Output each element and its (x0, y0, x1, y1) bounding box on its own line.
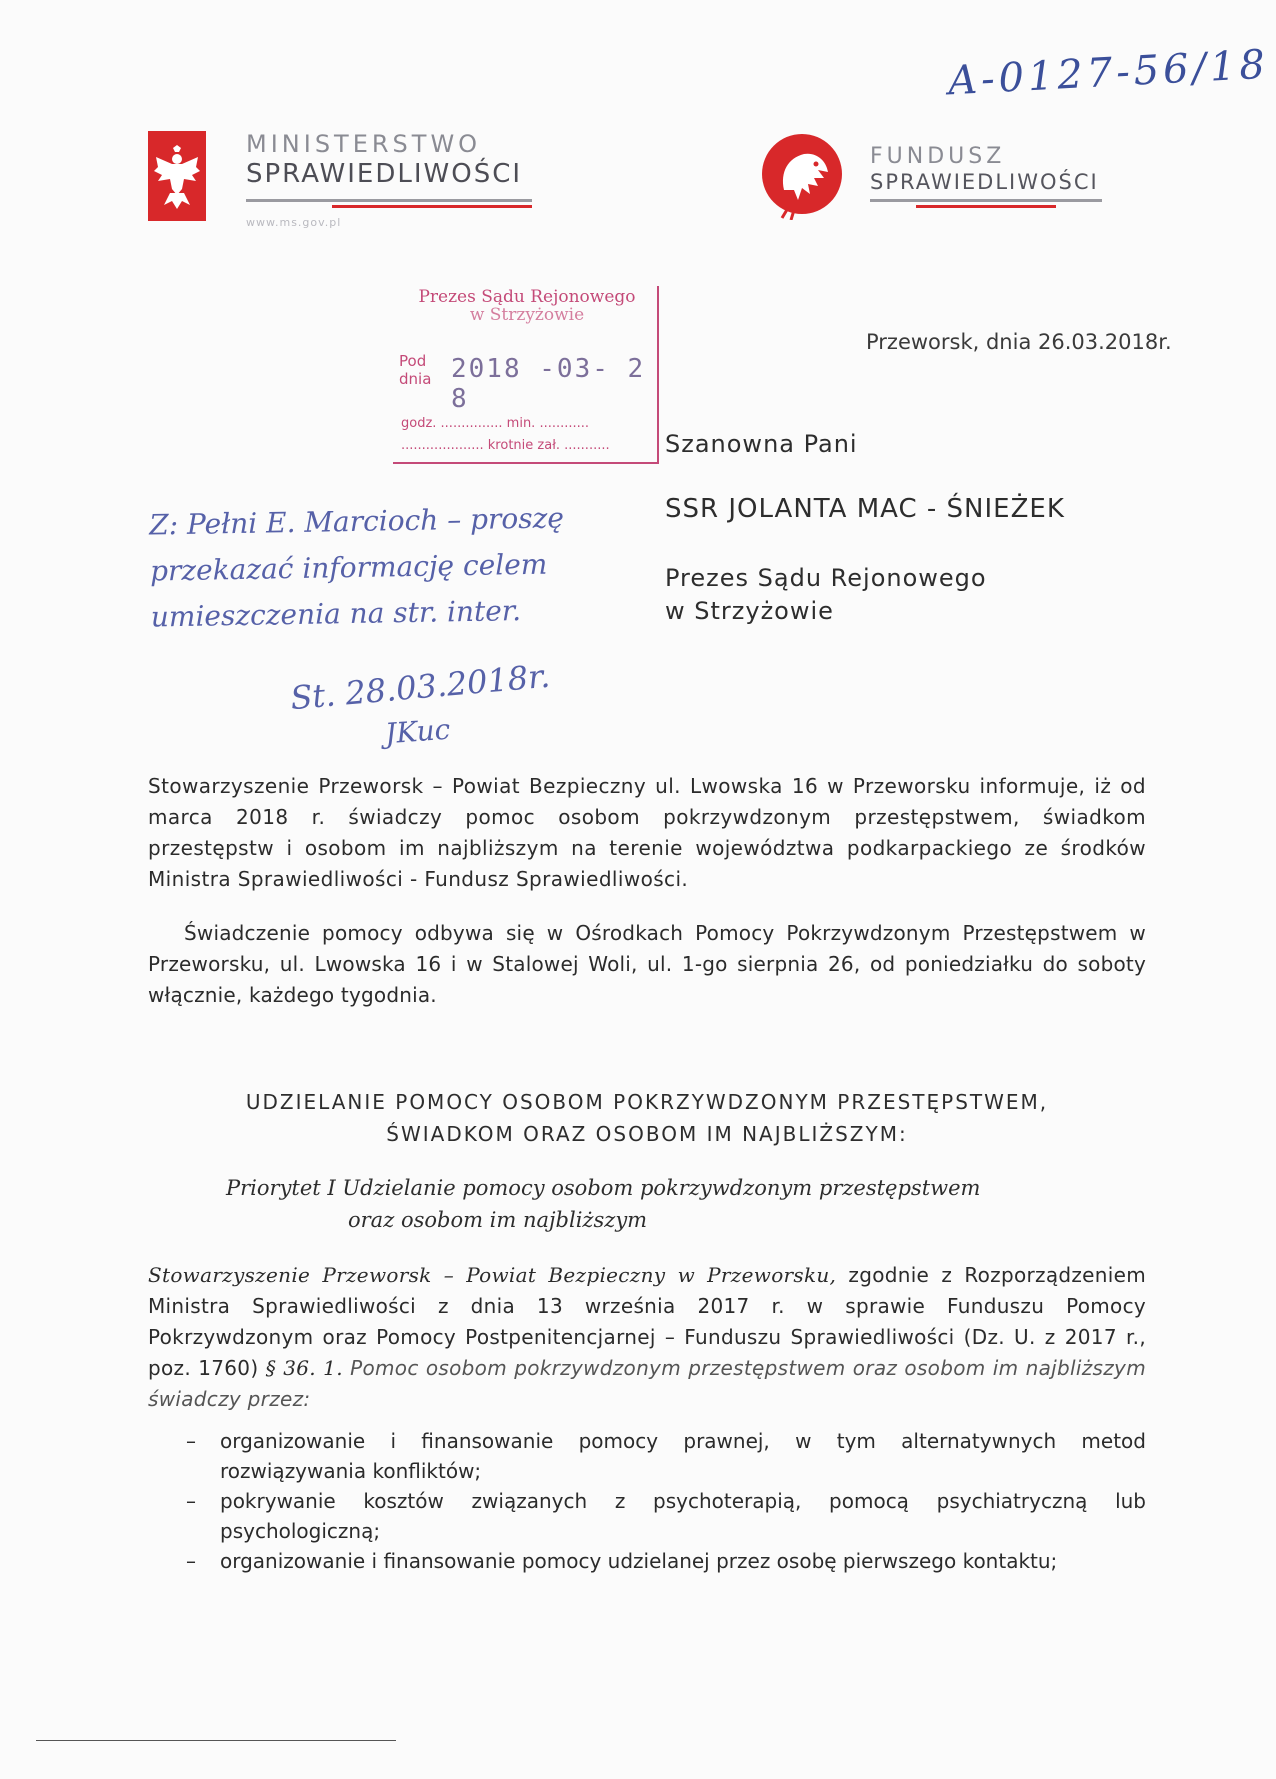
salutation: Szanowna Pani (665, 430, 858, 458)
court-receipt-stamp (393, 286, 659, 464)
paragraph-regulation (148, 1260, 1146, 1415)
list-item: – organizowanie i finansowanie pomocy prawnej, w tym alternatywnych metod rozwiązywania konfliktów; (180, 1426, 1146, 1486)
paragraph-locations-b: Ośrodkach Pomocy Pokrzywdzonym Przestępstwem w Przeworsku, ul. Lwowska 16 i w Stalowej Woli, ul. 1-go sierpnia 26, (148, 921, 1146, 976)
handwritten-date: St. 28.03.2018r. (288, 656, 552, 718)
paragraph-regulation-c: § 36. 1. (265, 1356, 343, 1380)
fund-logo-line1: FUNDUSZ (870, 144, 1006, 169)
ministry-logo-line2: SPRAWIEDLIWOŚCI (246, 159, 523, 189)
stamp-pod-label (399, 352, 431, 388)
eagle-crown-icon (758, 128, 850, 220)
stamp-line1: Prezes Sądu Rejonowego (418, 287, 636, 307)
ministry-logo-text (246, 130, 522, 190)
priority-heading (226, 1172, 1066, 1236)
stamp-line2: w Strzyżowie (469, 305, 585, 325)
ministry-url: www.ms.gov.pl (246, 216, 342, 229)
paragraph-regulation-a: Stowarzyszenie Przeworsk – Powiat Bezpieczny w Przeworsku, (148, 1263, 837, 1287)
stamp-pod: Pod (399, 352, 427, 370)
ministry-logo-line1: MINISTERSTWO (246, 130, 482, 158)
handwritten-note: Z: Pełni E. Marcioch – proszę przekazać informację celem umieszczenia na str. inter. (148, 501, 565, 634)
paragraph-locations (148, 918, 1146, 1011)
section-heading (148, 1086, 1146, 1150)
handwritten-reference-number: A-0127-56/18 (947, 41, 1270, 105)
stamp-date: 2018 -03- 2 8 (451, 354, 646, 414)
fund-logo-bar (870, 199, 1102, 209)
priority-heading-line1: Priorytet I Udzielanie pomocy osobom pokrzywdzonym przestępstwem (226, 1176, 981, 1200)
ministry-logo-bar (246, 199, 532, 209)
section-heading-line2: ŚWIADKOM ORAZ OSOBOM IM NAJBLIŻSZYM: (386, 1122, 908, 1146)
addressee-office (665, 562, 987, 628)
priority-heading-line2: oraz osobom im najbliższym (348, 1208, 648, 1232)
paragraph-regulation-b: zgodnie z Rozporządzeniem Ministra Sprawiedliwości z dnia 13 września 2017 r. w sprawie Funduszu Pomocy Pokrzywdzonym oraz Pomocy Postpenitencjarnej – Funduszu Sprawiedliwości (Dz. U. z 2017 r., poz. 1760) (148, 1263, 1146, 1380)
footer-rule (36, 1740, 396, 1741)
stamp-krotnie-line: .................... krotnie zał. ........... (401, 438, 610, 453)
assistance-list (180, 1426, 1146, 1576)
place-date: Przeworsk, dnia 26.03.2018r. (866, 330, 1172, 354)
list-item: – pokrywanie kosztów związanych z psychoterapią, pomocą psychiatryczną lub psychologiczną; (180, 1486, 1146, 1546)
stamp-dnia: dnia (399, 370, 432, 388)
paragraph-locations-c: od poniedziałku do soboty włącznie, każdego tygodnia. (148, 952, 1147, 1007)
polish-eagle-icon (148, 131, 206, 221)
paragraph-intro: Stowarzyszenie Przeworsk – Powiat Bezpieczny ul. Lwowska 16 w Przeworsku informuje, iż od marca 2018 r. świadczy pomoc osobom pokrzywdzonym przestępstwem, świadkom przestępstw i osobom im najbliższym na terenie województwa podkarpackiego ze środków Ministra Sprawiedliwości - Fundusz Sprawiedliwości. (148, 774, 1146, 891)
list-item: – organizowanie i finansowanie pomocy udzielanej przez osobę pierwszego kontaktu; (180, 1546, 1146, 1576)
handwritten-signature: JKuc (383, 712, 452, 751)
section-heading-line1: UDZIELANIE POMOCY OSOBOM POKRZYWDZONYM PRZESTĘPSTWEM, (245, 1090, 1049, 1114)
fund-logo-line2: SPRAWIEDLIWOŚCI (870, 170, 1099, 194)
addressee-office-line1: Prezes Sądu Rejonowego (665, 564, 987, 592)
stamp-godz-line: godz. ............... min. ............ (401, 416, 590, 431)
paragraph-regulation-d: Pomoc osobom pokrzywdzonym przestępstwem oraz osobom im najbliższym świadczy przez: (148, 1356, 1146, 1411)
fund-logo-text (870, 145, 1099, 195)
addressee-name: SSR JOLANTA MAC - ŚNIEŻEK (665, 494, 1065, 524)
addressee-office-line2: w Strzyżowie (665, 597, 834, 625)
paragraph-locations-a: Świadczenie pomocy odbywa się w (184, 921, 576, 945)
